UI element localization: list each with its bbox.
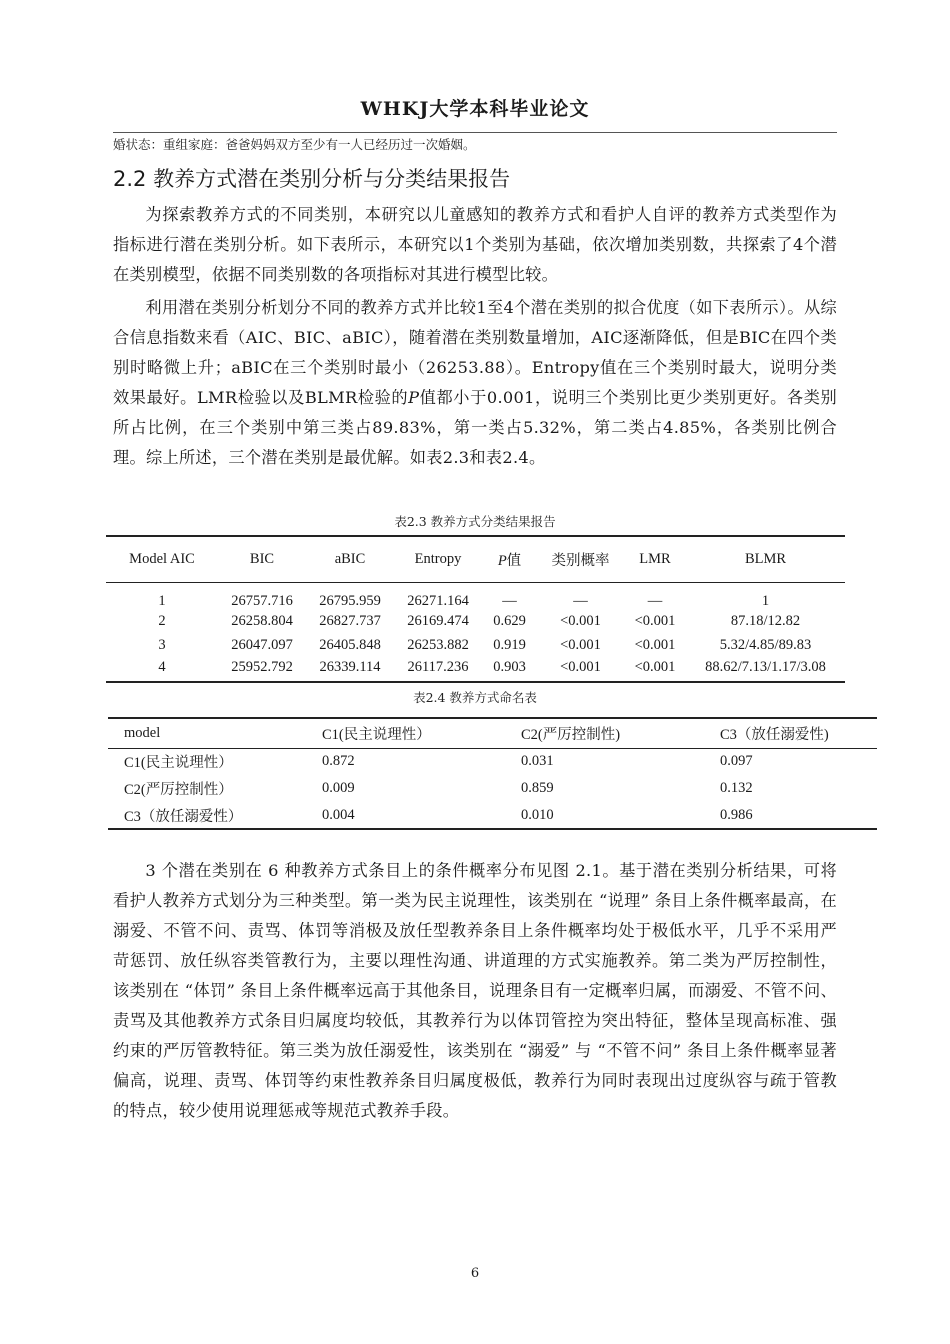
table-row — [108, 748, 877, 775]
cell-model: 1 — [158, 592, 166, 609]
cell-c1: 0.009 — [322, 780, 355, 796]
table-row — [108, 802, 877, 829]
cell-abic: 26795.959 — [319, 592, 381, 609]
paragraph-fit-text-b: 值都小于0.001，说明三个类别比更少类别更好。各类别所占比例，在三个类别中第三类占89.83%，第一类占5.32%，第二类占4.85%，各类别比例合理。综上所述，三个潜在类别是最优解。如表2.3和表2.4。 — [113, 388, 837, 467]
cell-lmr: <0.001 — [634, 659, 676, 675]
cell-c2: 0.859 — [521, 780, 554, 796]
cell-entropy: 26271.164 — [407, 592, 469, 609]
cell-abic: 26827.737 — [319, 613, 381, 629]
cell-c3: 0.097 — [720, 753, 753, 770]
header-c3: C3（放任溺爱性) — [720, 726, 829, 743]
cell-blmr: 5.32/4.85/89.83 — [719, 637, 812, 653]
table-2-4-class-naming — [108, 717, 877, 830]
cell-entropy: 26169.474 — [407, 613, 469, 629]
cell-model: 2 — [158, 613, 166, 629]
header-rule — [113, 132, 837, 133]
running-header-title: WHKJ大学本科毕业论文 — [360, 98, 590, 120]
cell-row-label: C1(民主说理性） — [124, 755, 233, 772]
header-c1: C1(民主说理性） — [322, 726, 431, 743]
header-p-letter: P — [497, 552, 507, 569]
header-p-suffix: 值 — [506, 552, 522, 569]
cell-model: 4 — [158, 659, 166, 675]
table-header-row — [106, 536, 845, 582]
header-abic: aBIC — [334, 550, 366, 567]
table-2-4-caption: 表2.4 教养方式命名表 — [413, 690, 537, 705]
table-2-3-caption: 表2.3 教养方式分类结果报告 — [394, 514, 556, 529]
cell-c1: 0.872 — [322, 753, 355, 770]
table-row — [106, 658, 845, 682]
cell-row-label: C3（放任溺爱性） — [124, 808, 243, 825]
cell-c1: 0.004 — [322, 806, 355, 823]
cell-class-probability: <0.001 — [560, 659, 601, 675]
cell-row-label: C2(严厉控制性） — [124, 782, 233, 798]
cell-p-value: 0.903 — [493, 659, 526, 675]
cell-abic: 26405.848 — [319, 637, 381, 653]
header-model-aic: Model AIC — [129, 550, 195, 567]
cell-bic: 26757.716 — [231, 592, 293, 609]
table-row — [106, 610, 845, 634]
cell-entropy: 26117.236 — [407, 659, 469, 675]
cell-c2: 0.010 — [521, 806, 554, 823]
table-row — [108, 775, 877, 802]
header-blmr: BLMR — [744, 550, 787, 567]
table-header-row — [108, 718, 877, 748]
cell-p-value: 0.629 — [493, 613, 526, 629]
cell-blmr: 1 — [761, 592, 770, 609]
cell-bic: 26258.804 — [231, 613, 293, 629]
paragraph-intro: 为探索教养方式的不同类别，本研究以儿童感知的教养方式和看护人自评的教养方式类型作为指标进行潜在类别分析。如下表所示，本研究以1个类别为基础，依次增加类别数，共探索了4个潜在类别模型，依据不同类别数的各项指标对其进行模型比较。 — [113, 205, 837, 284]
header-p-value — [482, 536, 537, 582]
table-2-3-class-results — [106, 535, 845, 683]
header-bic: BIC — [249, 550, 275, 567]
cell-bic: 26047.097 — [231, 637, 293, 653]
cell-p-value: — — [502, 592, 517, 609]
footnote-continuation: 婚状态：重组家庭：爸爸妈妈双方至少有一人已经历过一次婚姻。 — [113, 137, 476, 152]
cell-c3: 0.986 — [720, 806, 753, 823]
header-lmr: LMR — [639, 550, 671, 567]
paragraph-class-interpretation: 3 个潜在类别在 6 种教养方式条目上的条件概率分布见图 2.1。基于潜在类别分析结果，可将看护人教养方式划分为三种类型。第一类为民主说理性，该类别在 “说理” 条目上条件概率最高，在溺爱、不管不问、责骂、体罚等消极及放任型教养条目上条件概率均处于极低水平，几乎不采用严苛惩罚、放任纵容类管教行为，主要以理性沟通、讲道理的方式实施教养。第二类为严厉控制性，该类别在 “体罚” 条目上条件概率远高于其他条目，说理条目有一定概率归属，而溺爱、不管不问、责骂及其他教养方式条目归属度均较低，其教养行为以体罚管控为突出特征，整体呈现高标准、强约束的严厉管教特征。第三类为放任溺爱性，该类别在 “溺爱” 与 “不管不问” 条目上条件概率显著偏高，说理、责骂、体罚等约束性教养条目归属度极低，教养行为同时表现出过度纵容与疏于管教的特点，较少使用说理惩戒等规范式教养手段。 — [113, 861, 837, 1120]
table-row — [106, 634, 845, 658]
page-number: 6 — [470, 1266, 480, 1281]
paragraph-fit-indices — [113, 293, 837, 473]
cell-class-probability: — — [573, 592, 588, 609]
header-model: model — [124, 724, 161, 741]
cell-lmr: <0.001 — [634, 637, 676, 653]
cell-c3: 0.132 — [720, 780, 753, 796]
cell-class-probability: <0.001 — [560, 637, 601, 653]
cell-lmr: — — [647, 592, 663, 609]
cell-blmr: 88.62/7.13/1.17/3.08 — [705, 659, 826, 675]
header-class-probability: 类别概率 — [551, 552, 610, 569]
cell-model: 3 — [158, 637, 166, 653]
header-entropy: Entropy — [414, 550, 462, 567]
p-value-symbol: P — [408, 388, 420, 407]
cell-bic: 25952.792 — [231, 659, 293, 675]
cell-lmr: <0.001 — [634, 613, 676, 629]
cell-p-value: 0.919 — [493, 637, 526, 653]
paragraph-fit-text-a: 利用潜在类别分析划分不同的教养方式并比较1至4个潜在类别的拟合优度（如下表所示）。从综合信息指数来看（AIC、BIC、aBIC），随着潜在类别数量增加，AIC逐渐降低，但是BIC在四个类别时略微上升；aBIC在三个类别时最小（26253.88）。Entropy值在三个类别时最大，说明分类效果最好。LMR检验以及BLMR检验的 — [113, 298, 837, 407]
header-c2: C2(严厉控制性) — [521, 726, 621, 743]
cell-blmr: 87.18/12.82 — [730, 613, 801, 629]
cell-abic: 26339.114 — [319, 659, 381, 675]
section-heading: 2.2 教养方式潜在类别分析与分类结果报告 — [113, 167, 511, 191]
table-row — [106, 582, 845, 610]
cell-class-probability: <0.001 — [560, 613, 601, 629]
cell-entropy: 26253.882 — [407, 637, 469, 653]
cell-c2: 0.031 — [521, 753, 554, 770]
